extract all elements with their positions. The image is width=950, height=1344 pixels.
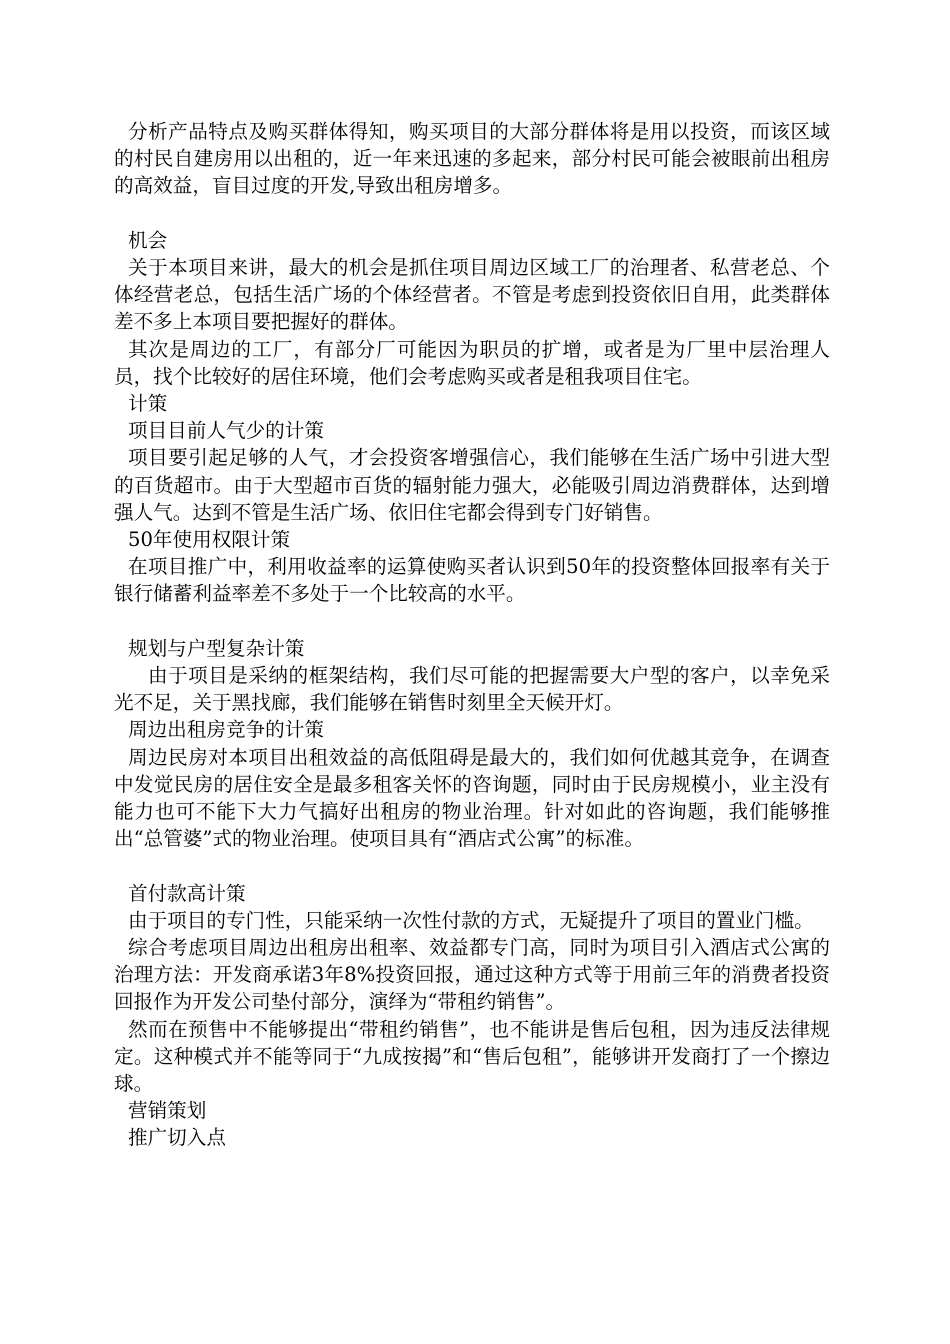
blank-line: [114, 608, 830, 635]
blank-line: [114, 200, 830, 227]
paragraph-down-payment-3: 然而在预售中不能够提出“带租约销售”，也不能讲是售后包租，因为违反法律规定。这种模式并不能等同于“九成按揭”和“售后包租”，能够讲开发商打了一个擦边球。: [114, 1017, 830, 1096]
blank-line: [114, 852, 830, 879]
paragraph-layout: 由于项目是采纳的框架结构，我们尽可能的把握需要大户型的客户，以幸免采光不足，关于黑找廊，我们能够在销售时刻里全天候开灯。: [114, 664, 830, 715]
heading-marketing: 营销策划: [128, 1099, 207, 1123]
heading-opportunity: 机会: [128, 228, 168, 252]
paragraph-opportunity-2: 其次是周边的工厂，有部分厂可能因为职员的扩增，或者是为厂里中层治理人员，找个比较好的居住环境，他们会考虑购买或者是租我项目住宅。: [114, 337, 830, 388]
heading-50-year-strategy: 50年使用权限计策: [128, 528, 291, 552]
heading-entry-point: 推广切入点: [128, 1126, 226, 1150]
heading-popularity-strategy: 项目目前人气少的计策: [128, 419, 324, 443]
paragraph-intro: 分析产品特点及购买群体得知，购买项目的大部分群体将是用以投资，而该区域的村民自建房用以出租的，近一年来迅速的多起来，部分村民可能会被眼前出租房的高效益，盲目过度的开发,导致出租房增多。: [114, 120, 830, 198]
document-body: [114, 118, 830, 1152]
paragraph-50-year: 在项目推广中，利用收益率的运算使购买者认识到50年的投资整体回报率有关于银行储蓄利益率差不多处于一个比较高的水平。: [114, 555, 830, 606]
paragraph-popularity: 项目要引起足够的人气，才会投资客增强信心，我们能够在生活广场中引进大型的百货超市。由于大型超市百货的辐射能力强大，必能吸引周边消费群体，达到增强人气。达到不管是生活广场、依旧住宅都会得到专门好销售。: [114, 446, 830, 524]
paragraph-opportunity-1: 关于本项目来讲，最大的机会是抓住项目周边区域工厂的治理者、私营老总、个体经营老总，包括生活广场的个体经营者。不管是考虑到投资依旧自用，此类群体差不多上本项目要把握好的群体。: [114, 256, 830, 334]
paragraph-down-payment-1: 由于项目的专门性，只能采纳一次性付款的方式，无疑提升了项目的置业门槛。: [128, 908, 814, 932]
heading-strategy: 计策: [128, 392, 168, 416]
heading-rental-competition: 周边出租房竞争的计策: [128, 718, 324, 742]
paragraph-down-payment-2: 综合考虑项目周边出租房出租率、效益都专门高，同时为项目引入酒店式公寓的治理方法：开发商承诺3年8%投资回报，通过这种方式等于用前三年的消费者投资回报作为开发公司垫付部分，演绎为“带租约销售”。: [114, 936, 830, 1014]
heading-layout-strategy: 规划与户型复杂计策: [128, 636, 305, 660]
paragraph-rental-competition: 周边民房对本项目出租效益的高低阻碍是最大的，我们如何优越其竞争，在调查中发觉民房的居住安全是最多租客关怀的咨询题，同时由于民房规模小，业主没有能力也可不能下大力气搞好出租房的物业治理。针对如此的咨询题，我们能够推出“总管婆”式的物业治理。使项目具有“酒店式公寓”的标准。: [114, 745, 830, 851]
heading-down-payment: 首付款高计策: [128, 881, 246, 905]
